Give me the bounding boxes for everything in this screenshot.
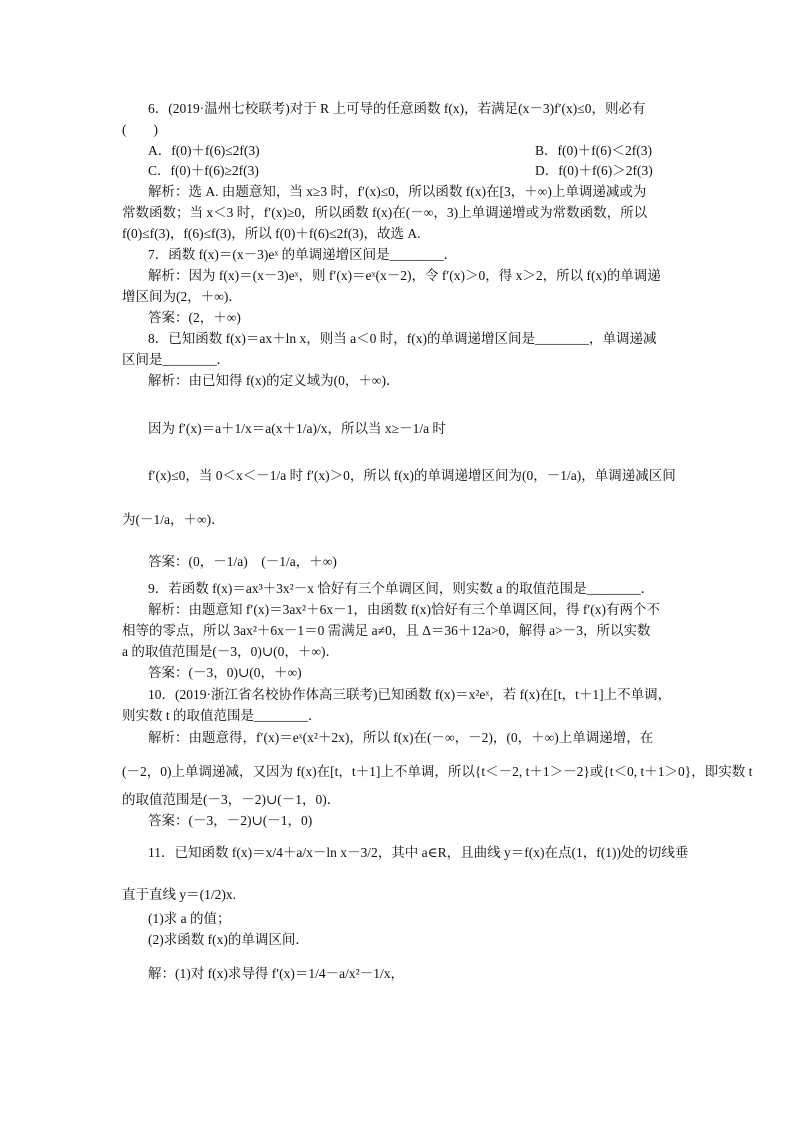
text-line: 11．已知函数 f(x)＝x/4＋a/x－ln x－3/2，其中 a∈R，且曲线 y＝f(x)在点(1，f(1))处的切线垂 (148, 845, 689, 860)
text-line: A．f(0)＋f(6)≤2f(3) (148, 143, 260, 158)
text-line: 解析：因为 f(x)＝(x－3)eˣ，则 f′(x)＝eˣ(x－2)，令 f′(x)＞0，得 x＞2，所以 f(x)的单调递 (148, 268, 661, 283)
text-line: (－2，0)上单调递减，又因为 f(x)在[t，t＋1]上不单调，所以{t＜－2, t＋1＞－2}或{t＜0, t＋1＞0}，即实数 t (122, 764, 753, 779)
text-line: 相等的零点，所以 3ax²＋6x－1＝0 需满足 a≠0，且 Δ＝36＋12a>0，解得 a>－3，所以实数 (122, 623, 651, 638)
text-line: 解析：由已知得 f(x)的定义域为(0，＋∞)． (148, 373, 400, 388)
text-line: 6．(2019·温州七校联考)对于 R 上可导的任意函数 f(x)，若满足(x－3)f′(x)≤0，则必有 (148, 101, 646, 116)
text-line: 答案：(0，－1/a) (－1/a，＋∞) (148, 554, 337, 569)
text-line: 增区间为(2，＋∞)． (122, 289, 242, 304)
text-line: 解析：由题意知 f′(x)＝3ax²＋6x－1，由函数 f(x)恰好有三个单调区间，得 f′(x)有两个不 (148, 602, 661, 617)
text-line: 则实数 t 的取值范围是________． (122, 708, 322, 723)
text-line: f′(x)≤0，当 0＜x＜－1/a 时 f′(x)＞0，所以 f(x)的单调递增区间为(0，－1/a)，单调递减区间 (148, 468, 676, 483)
text-line: D．f(0)＋f(6)＞2f(3) (535, 163, 653, 178)
text-line: 8．已知函数 f(x)＝ax＋ln x，则当 a＜0 时，f(x)的单调递增区间是________，单调递减 (148, 331, 657, 346)
text-line: a 的取值范围是(－3，0)∪(0，＋∞)． (122, 644, 340, 659)
text-line: 答案：(－3，－2)∪(－1，0) (148, 813, 313, 828)
text-line: (1)求 a 的值； (148, 911, 231, 926)
text-line: 10．(2019·浙江省名校协作体高三联考)已知函数 f(x)＝x²eˣ，若 f(x)在[t，t＋1]上不单调， (148, 687, 672, 702)
text-line: 解：(1)对 f(x)求导得 f′(x)＝1/4－a/x²－1/x， (148, 966, 404, 981)
text-line: 的取值范围是(－3，－2)∪(－1，0)． (122, 792, 341, 807)
text-line: 区间是________． (122, 352, 230, 367)
text-line: 9．若函数 f(x)＝ax³＋3x²－x 恰好有三个单调区间，则实数 a 的取值范围是________． (148, 581, 655, 596)
text-line: 常数函数；当 x＜3 时，f′(x)≥0，所以函数 f(x)在(－∞，3)上单调递增或为常数函数，所以 (122, 205, 648, 220)
text-line: ( ) (122, 122, 158, 137)
text-line: (2)求函数 f(x)的单调区间． (148, 932, 309, 947)
text-line: 因为 f′(x)＝a＋1/x＝a(x＋1/a)/x，所以当 x≥－1/a 时 (148, 421, 446, 436)
text-line: f(0)≤f(3)，f(6)≤f(3)，所以 f(0)＋f(6)≤2f(3)，故选 A. (122, 226, 421, 241)
text-line: 为(－1/a，＋∞)． (122, 512, 225, 527)
text-line: 解析：选 A. 由题意知，当 x≥3 时，f′(x)≤0，所以函数 f(x)在[3，＋∞)上单调递减或为 (148, 184, 647, 199)
text-line: 直于直线 y＝(1/2)x. (122, 887, 236, 902)
text-line: 解析：由题意得，f′(x)＝eˣ(x²＋2x)，所以 f(x)在(－∞，－2)，(0，＋∞)上单调递增，在 (148, 730, 654, 745)
text-line: 答案：(2，＋∞) (148, 310, 241, 325)
text-line: 7．函数 f(x)＝(x－3)eˣ 的单调递增区间是________． (148, 247, 458, 262)
text-line: B．f(0)＋f(6)＜2f(3) (535, 143, 652, 158)
text-line: 答案：(－3，0)∪(0，＋∞) (148, 665, 302, 680)
text-line: C．f(0)＋f(6)≥2f(3) (148, 163, 259, 178)
